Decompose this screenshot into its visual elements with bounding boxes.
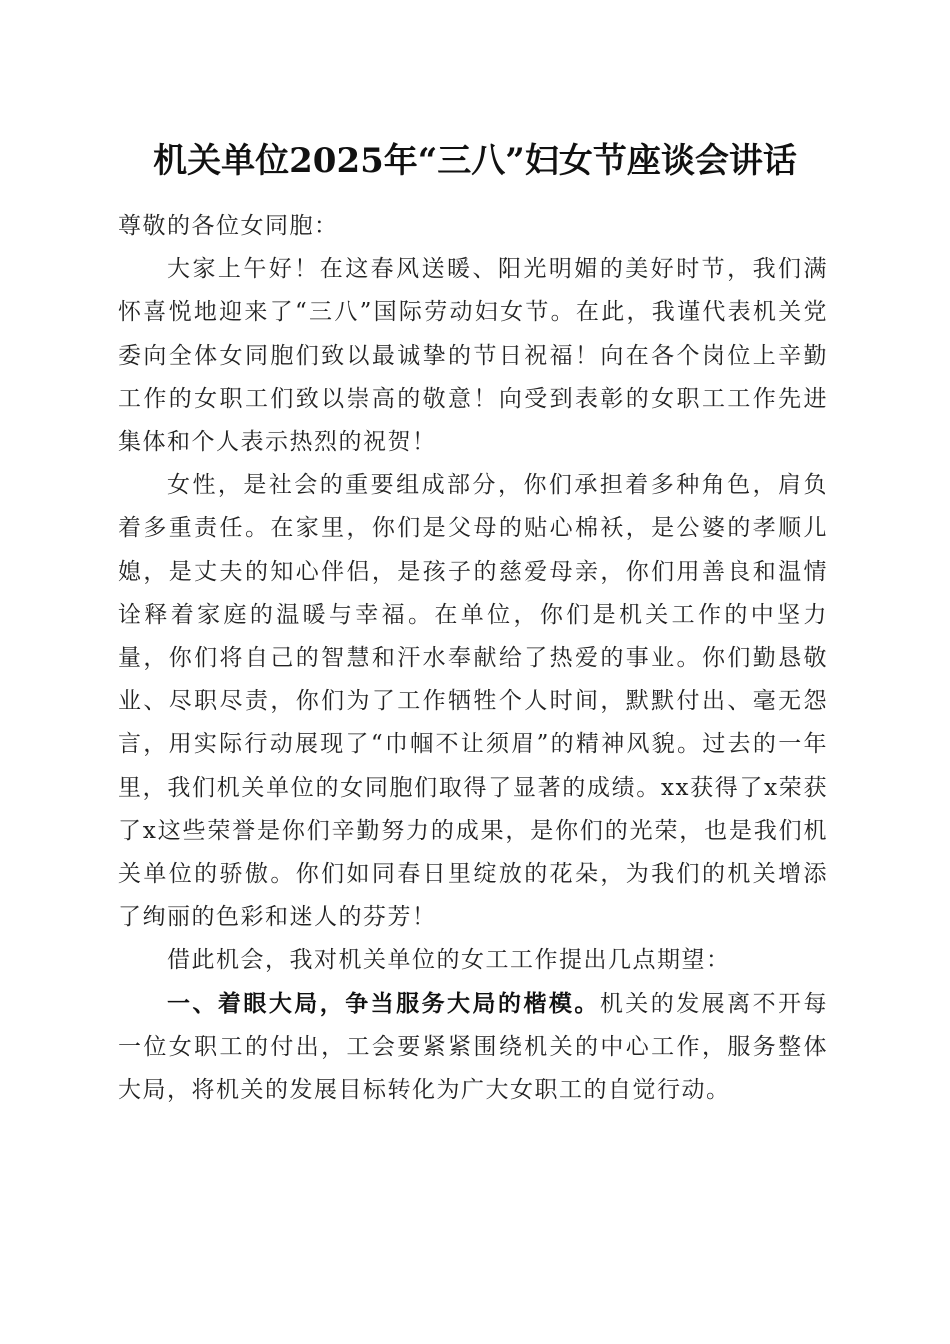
section-one — [118, 983, 828, 1113]
salutation: 尊敬的各位女同胞： — [118, 213, 339, 239]
section-one-heading: 一、着眼大局，争当服务大局的楷模。 — [167, 990, 600, 1017]
paragraph-expectations-intro: 借此机会，我对机关单位的女工工作提出几点期望： — [167, 947, 731, 974]
paragraph-greeting: 大家上午好！在这春风送暖、阳光明媚的美好时节，我们满怀喜悦地迎来了“三八”国际劳动妇女节。在此，我谨代表机关党委向全体女同胞们致以最诚挚的节日祝福！向在各个岗位上辛勤工作的女职工们致以崇高的敬意！向受到表彰的女职工工作先进集体和个人表示热烈的祝贺！ — [118, 256, 828, 456]
document-body — [118, 205, 828, 1112]
document-title: 机关单位2025年“三八”妇女节座谈会讲话 — [153, 141, 797, 181]
paragraph-women-roles: 女性，是社会的重要组成部分，你们承担着多种角色，肩负着多重责任。在家里，你们是父母的贴心棉袄，是公婆的孝顺儿媳，是丈夫的知心伴侣，是孩子的慈爱母亲，你们用善良和温情诠释着家庭的温暖与幸福。在单位，你们是机关工作的中坚力量，你们将自己的智慧和汗水奉献给了热爱的事业。你们勤恳敬业、尽职尽责，你们为了工作牺牲个人时间，默默付出、毫无怨言，用实际行动展现了“巾帼不让须眉”的精神风貌。过去的一年里，我们机关单位的女同胞们取得了显著的成绩。xx获得了x荣获了x这些荣誉是你们辛勤努力的成果，是你们的光荣，也是我们机关单位的骄傲。你们如同春日里绽放的花朵，为我们的机关增添了绚丽的色彩和迷人的芬芳！ — [118, 472, 828, 931]
section-one-text: 机关的发展离不开每一位女职工的付出，工会要紧紧围绕机关的中心工作，服务整体大局，将机关的发展目标转化为广大女职工的自觉行动。 — [118, 990, 829, 1104]
